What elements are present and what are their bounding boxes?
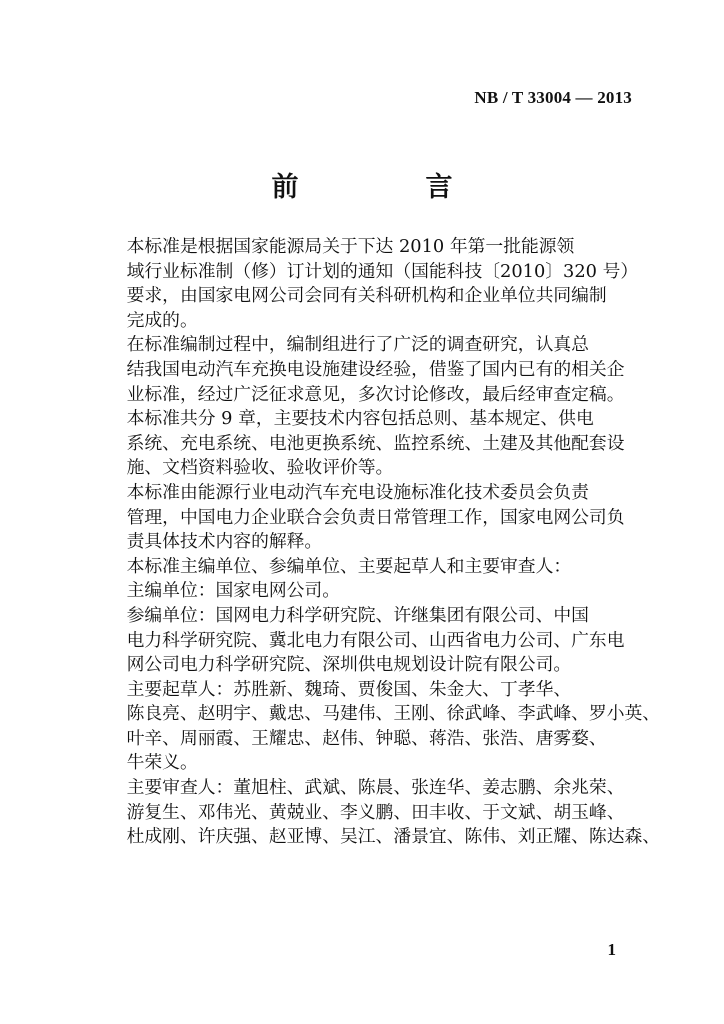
paragraph-chief-unit <box>91 579 633 604</box>
page-title: 前 言 <box>271 172 503 203</box>
text-line: 管理，中国电力企业联合会负责日常管理工作，国家电网公司负 <box>126 506 625 528</box>
foreword-body <box>91 235 661 850</box>
text-line: 主要起草人：苏胜新、魏琦、贾俊国、朱金大、丁孝华、 <box>126 678 572 700</box>
paragraph-process <box>91 333 633 407</box>
text-line: 责具体技术内容的解释。 <box>126 531 323 553</box>
page-number: 1 <box>607 940 616 959</box>
text-line: 本标准是根据国家能源局关于下达 2010 年第一批能源领 <box>126 236 575 257</box>
text-line: 杜成刚、许庆强、赵亚博、吴江、潘景宜、陈伟、刘正耀、陈达森、 <box>126 826 661 848</box>
text-line: 施、文档资料验收、验收评价等。 <box>126 457 394 479</box>
paragraph-drafters <box>91 678 661 776</box>
text-line: 域行业标准制（修）订计划的通知（国能科技〔2010〕320 号） <box>126 260 639 282</box>
text-line: 电力科学研究院、冀北电力有限公司、山西省电力公司、广东电 <box>126 629 625 651</box>
paragraph-participating-units <box>91 604 633 678</box>
text-line: 游复生、邓伟光、黄兢业、李义鹏、田丰收、于文斌、胡玉峰、 <box>126 801 625 823</box>
text-line: 要求，由国家电网公司会同有关科研机构和企业单位共同编制 <box>126 285 607 307</box>
text-line: 网公司电力科学研究院、深圳供电规划设计院有限公司。 <box>126 654 572 676</box>
standard-number: NB / T 33004 — 2013 <box>474 88 632 107</box>
text-line: 完成的。 <box>126 309 198 331</box>
text-line: 主要审查人：董旭柱、武斌、陈晨、张连华、姜志鹏、余兆荣、 <box>126 777 625 799</box>
paragraph-basis <box>91 235 639 333</box>
paragraph-reviewers <box>91 776 661 850</box>
text-line: 在标准编制过程中，编制组进行了广泛的调查研究，认真总 <box>126 334 589 356</box>
text-line: 陈良亮、赵明宇、戴忠、马建伟、王刚、徐武峰、李武峰、罗小英、 <box>126 703 661 725</box>
text-line: 本标准共分 9 章，主要技术内容包括总则、基本规定、供电 <box>126 408 594 430</box>
text-line: 主编单位：国家电网公司。 <box>126 580 340 602</box>
paragraph-units-intro <box>91 555 633 580</box>
text-line: 参编单位：国网电力科学研究院、许继集团有限公司、中国 <box>126 604 589 626</box>
text-line: 牛荣义。 <box>126 752 198 774</box>
text-line: 业标准，经过广泛征求意见，多次讨论修改，最后经审查定稿。 <box>126 383 625 405</box>
text-line: 叶辛、周丽霞、王耀忠、赵伟、钟聪、蒋浩、张浩、唐雾婺、 <box>126 727 607 749</box>
paragraph-contents <box>91 407 633 481</box>
text-line: 系统、充电系统、电池更换系统、监控系统、土建及其他配套设 <box>126 432 625 454</box>
text-line: 本标准主编单位、参编单位、主要起草人和主要审查人： <box>126 555 572 577</box>
text-line: 结我国电动汽车充换电设施建设经验，借鉴了国内已有的相关企 <box>126 358 625 380</box>
paragraph-management <box>91 481 633 555</box>
text-line: 本标准由能源行业电动汽车充电设施标准化技术委员会负责 <box>126 481 589 503</box>
